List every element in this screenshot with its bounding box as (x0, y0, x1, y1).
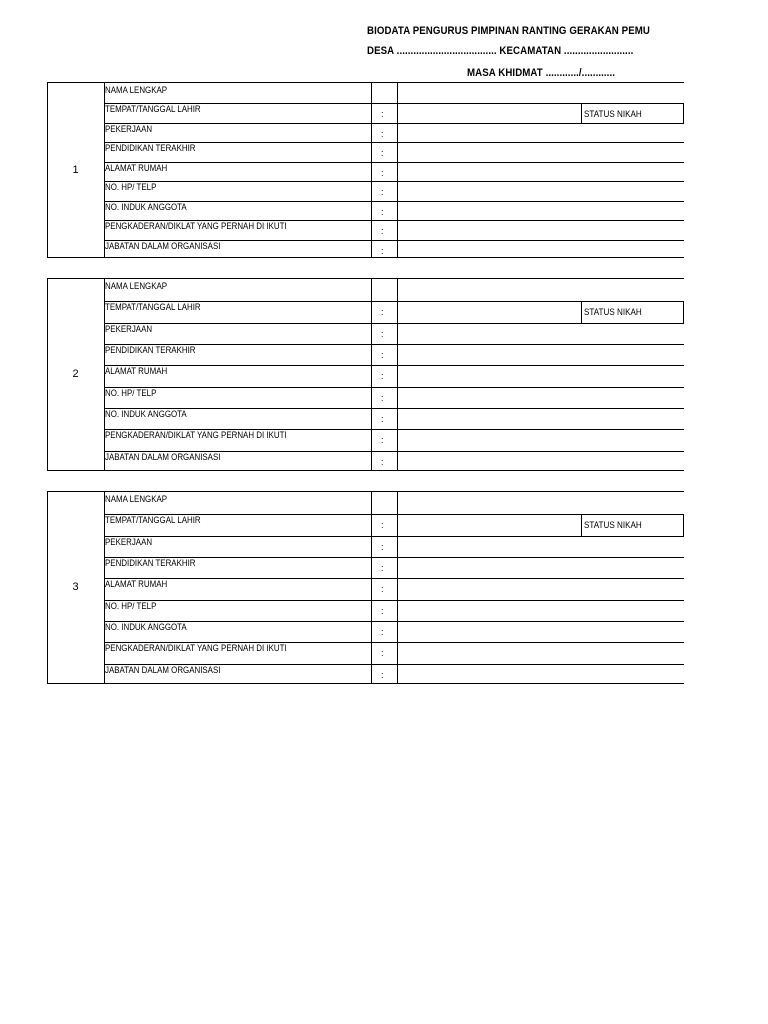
field-label: NO. INDUK ANGGOTA (105, 622, 187, 632)
field-label: NO. INDUK ANGGOTA (105, 202, 187, 212)
field-label: NO. HP/ TELP (105, 388, 157, 398)
block-top-line (47, 278, 684, 279)
field-colon: : (381, 435, 384, 445)
field-colon: : (381, 187, 384, 197)
field-label: JABATAN DALAM ORGANISASI (105, 452, 221, 462)
field-colon: : (381, 246, 384, 256)
field-colon: : (381, 606, 384, 616)
biodata-block-2 (47, 278, 684, 470)
field-colon: : (381, 371, 384, 381)
field-value-cell[interactable] (398, 181, 683, 199)
status-box-line (683, 103, 684, 123)
field-colon: : (381, 520, 384, 530)
field-colon: : (381, 648, 384, 658)
field-colon: : (381, 168, 384, 178)
biodata-block-3 (47, 491, 684, 683)
field-label: NAMA LENGKAP (105, 281, 168, 291)
status-nikah-label: STATUS NIKAH (584, 307, 642, 317)
block-top-line (47, 82, 684, 83)
field-label: PENGKADERAN/DIKLAT YANG PERNAH DI IKUTI (105, 221, 287, 231)
field-value-cell[interactable] (398, 451, 683, 471)
field-colon: : (381, 457, 384, 467)
field-value-cell[interactable] (398, 123, 683, 141)
field-value-cell[interactable] (398, 344, 683, 364)
field-label: NO. INDUK ANGGOTA (105, 409, 187, 419)
field-label: PEKERJAAN (105, 124, 153, 134)
field-colon: : (381, 414, 384, 424)
field-label: ALAMAT RUMAH (105, 366, 168, 376)
field-colon: : (381, 307, 384, 317)
field-label: PENDIDIKAN TERAKHIR (105, 558, 196, 568)
field-label: PENGKADERAN/DIKLAT YANG PERNAH DI IKUTI (105, 430, 287, 440)
field-value-cell[interactable] (398, 201, 683, 219)
field-label: ALAMAT RUMAH (105, 579, 168, 589)
status-box-line (581, 514, 582, 536)
field-label: ALAMAT RUMAH (105, 163, 168, 173)
field-colon: : (381, 129, 384, 139)
block-top-line (47, 491, 684, 492)
field-value-cell[interactable] (398, 536, 683, 556)
status-box-line (581, 301, 582, 323)
field-label: NO. HP/ TELP (105, 601, 157, 611)
field-colon: : (381, 393, 384, 403)
field-colon: : (381, 627, 384, 637)
status-nikah-label: STATUS NIKAH (584, 109, 642, 119)
field-value-cell[interactable] (398, 642, 683, 662)
field-value-cell[interactable] (398, 84, 683, 102)
field-value-cell[interactable] (398, 429, 683, 449)
field-label: PENDIDIKAN TERAKHIR (105, 143, 196, 153)
field-label: TEMPAT/TANGGAL LAHIR (105, 302, 201, 312)
field-value-cell[interactable] (398, 493, 683, 513)
column-line (371, 278, 372, 470)
field-colon: : (381, 109, 384, 119)
field-colon: : (381, 584, 384, 594)
status-nikah-label: STATUS NIKAH (584, 520, 642, 530)
field-label: TEMPAT/TANGGAL LAHIR (105, 104, 201, 114)
field-label: JABATAN DALAM ORGANISASI (105, 241, 221, 251)
field-value-cell[interactable] (398, 408, 683, 428)
field-value-cell[interactable] (398, 323, 683, 343)
field-value-cell[interactable] (398, 578, 683, 598)
entry-number: 3 (72, 581, 79, 593)
status-box-line (581, 103, 582, 123)
form-title: BIODATA PENGURUS PIMPINAN RANTING GERAKAN PEMU (367, 25, 650, 37)
field-colon: : (381, 563, 384, 573)
field-colon: : (381, 670, 384, 680)
field-label: PENGKADERAN/DIKLAT YANG PERNAH DI IKUTI (105, 643, 287, 653)
field-colon: : (381, 329, 384, 339)
field-value-cell[interactable] (398, 621, 683, 641)
field-value-cell[interactable] (398, 162, 683, 180)
column-line (371, 82, 372, 257)
field-label: NAMA LENGKAP (105, 85, 168, 95)
field-label: JABATAN DALAM ORGANISASI (105, 665, 221, 675)
field-label: NAMA LENGKAP (105, 494, 168, 504)
field-label: TEMPAT/TANGGAL LAHIR (105, 515, 201, 525)
field-value-cell[interactable] (398, 600, 683, 620)
field-label: PEKERJAAN (105, 324, 153, 334)
field-label: NO. HP/ TELP (105, 182, 157, 192)
field-value-cell[interactable] (398, 664, 683, 684)
field-value-cell[interactable] (398, 365, 683, 385)
field-value-cell[interactable] (398, 280, 683, 300)
field-colon: : (381, 542, 384, 552)
field-label: PENDIDIKAN TERAKHIR (105, 345, 196, 355)
field-value-cell[interactable] (398, 387, 683, 407)
field-colon: : (381, 350, 384, 360)
field-colon: : (381, 207, 384, 217)
status-box-line (683, 514, 684, 536)
status-box-line (683, 301, 684, 323)
entry-number: 1 (72, 163, 79, 176)
field-label: PEKERJAAN (105, 537, 153, 547)
field-value-cell[interactable] (398, 220, 683, 238)
field-colon: : (381, 226, 384, 236)
field-value-cell[interactable] (398, 557, 683, 577)
field-colon: : (381, 148, 384, 158)
column-line (371, 491, 372, 683)
field-value-cell[interactable] (398, 240, 683, 258)
desa-kecamatan-line: DESA .................................... KECAMATAN ......................... (367, 45, 634, 57)
field-value-cell[interactable] (398, 142, 683, 160)
masa-khidmat-line: MASA KHIDMAT ............/............ (467, 67, 616, 79)
entry-number: 2 (72, 368, 79, 380)
biodata-block-1 (47, 82, 684, 257)
